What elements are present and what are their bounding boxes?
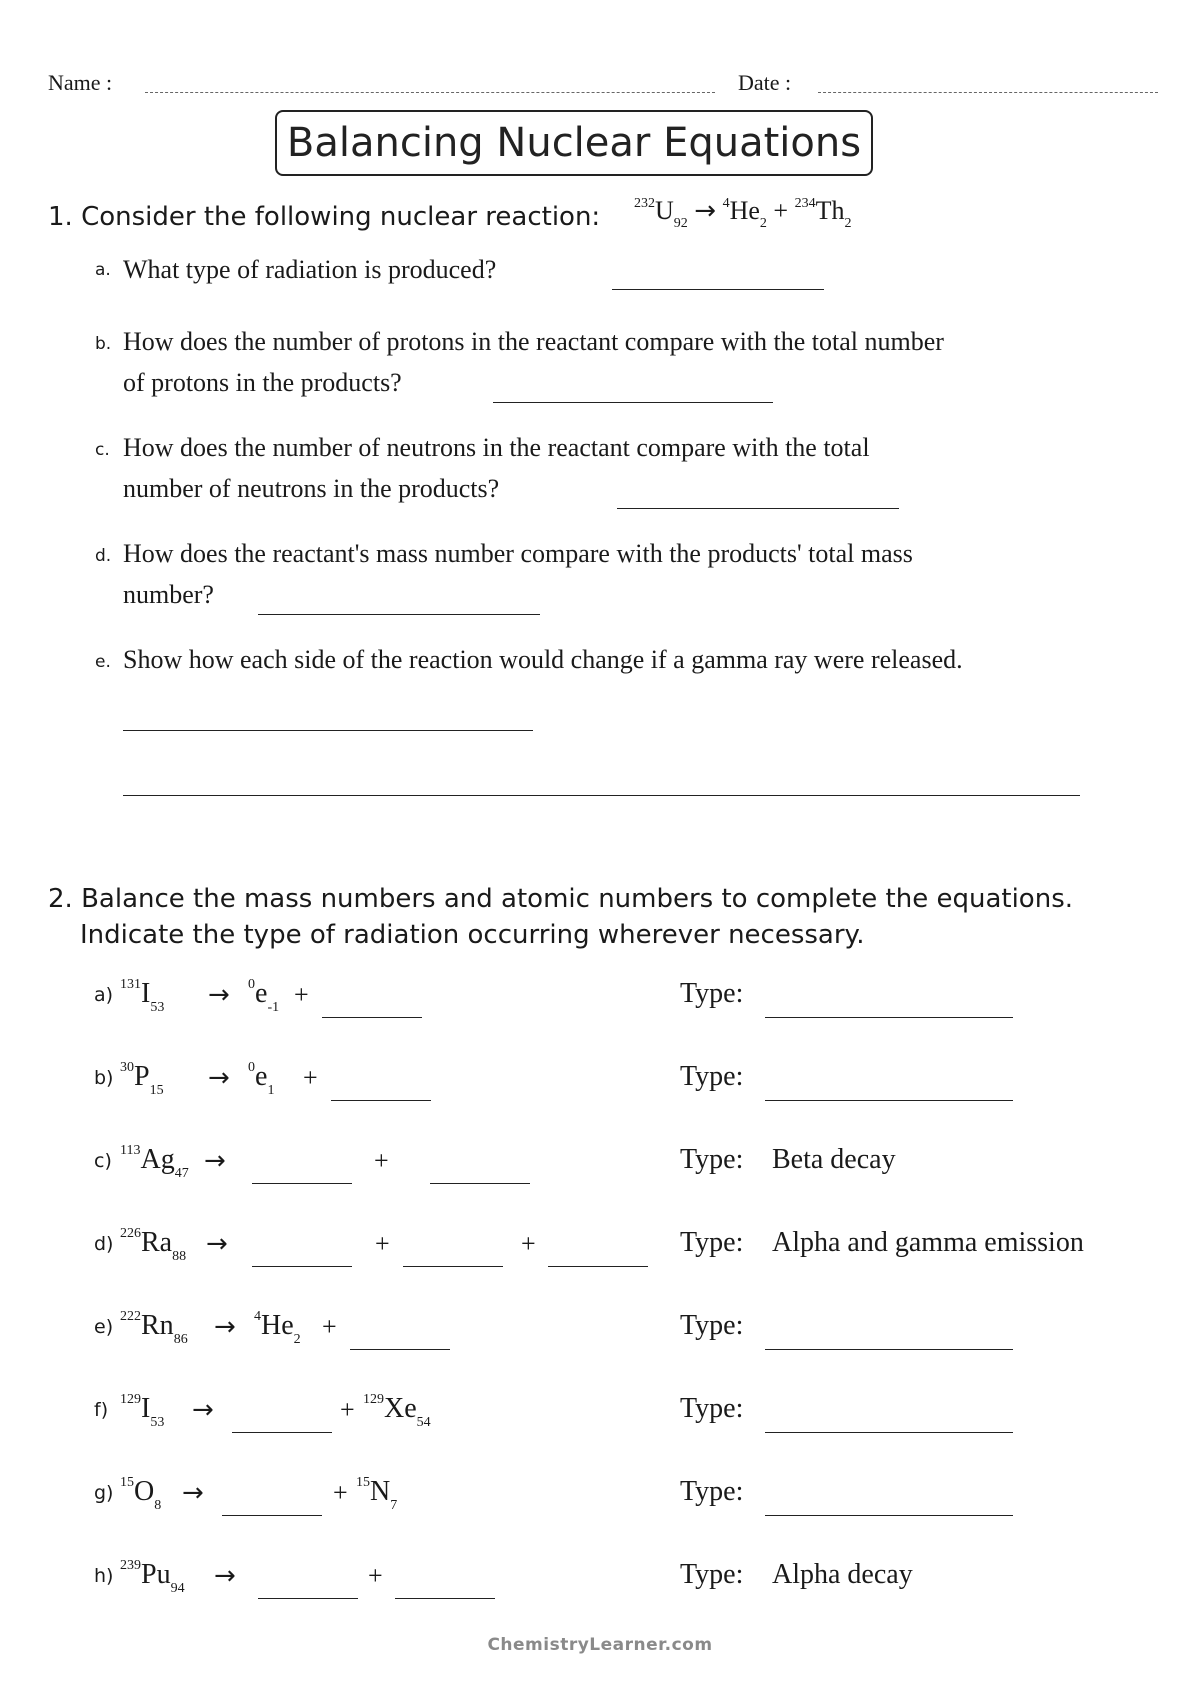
q2h-letter: h) [94,1565,114,1587]
q2e-letter: e) [94,1316,114,1338]
q2d-plus-1: + [375,1229,390,1258]
q1-prompt: 1. Consider the following nuclear reaction: [48,202,601,232]
q1a-text: What type of radiation is produced? [123,255,497,284]
q2d-type-label: Type: [680,1227,744,1258]
q2d-plus-2: + [521,1229,536,1258]
q2g-type-blank[interactable] [765,1515,1013,1516]
q2h-reactant: $^{239}Pu_{94}$ [120,1558,185,1596]
q1-reaction: $^{232}U_{92} \to ^4He_2 + ^{234}Th_2$ [634,196,852,231]
q2h-type-answer: Alpha decay [772,1559,913,1590]
q2g-blank-1[interactable] [222,1515,322,1516]
q1d-letter: d. [95,546,112,566]
q2g-letter: g) [94,1482,114,1504]
q2b-type-blank[interactable] [765,1100,1013,1101]
q1e-answer-blank-1[interactable] [123,730,533,731]
q2d-arrow: → [206,1229,228,1259]
q2f-type-blank[interactable] [765,1432,1013,1433]
q2f-plus: + [340,1395,355,1424]
q2e-type-label: Type: [680,1310,744,1341]
q2d-blank-2[interactable] [403,1266,503,1267]
q2b-plus: + [303,1063,318,1092]
q2c-type-answer: Beta decay [772,1144,896,1175]
q2b-type-label: Type: [680,1061,744,1092]
q2c-blank-2[interactable] [430,1183,530,1184]
q1c-text-2: number of neutrons in the products? [123,474,500,503]
q2e-known-product: $^4He_2$ [254,1309,301,1347]
q2a-reactant: $^{131}I_{53}$ [120,977,165,1015]
q1b-text-2: of protons in the products? [123,368,402,397]
q2a-known-product: $^0e_{-1}$ [248,977,280,1015]
q2g-known-product: $^{15}N_7$ [356,1475,398,1513]
q2e-reactant: $^{222}Rn_{86}$ [120,1309,188,1347]
q2-prompt-line1: 2. Balance the mass numbers and atomic numbers to complete the equations. [48,884,1074,914]
q1e-answer-blank-2[interactable] [123,795,1080,796]
q2h-arrow: → [214,1561,236,1591]
q2c-type-label: Type: [680,1144,744,1175]
q2h-blank-1[interactable] [258,1598,358,1599]
date-label: Date : [738,70,792,95]
q2d-blank-1[interactable] [252,1266,352,1267]
q2a-arrow: → [208,980,230,1010]
q2g-type-label: Type: [680,1476,744,1507]
q2c-arrow: → [204,1146,226,1176]
q1b-text-1: How does the number of protons in the reactant compare with the total number [123,327,944,356]
q2-prompt-line2: Indicate the type of radiation occurring wherever necessary. [80,920,865,950]
q2d-type-answer: Alpha and gamma emission [772,1227,1084,1258]
q2g-reactant: $^{15}O_8$ [120,1475,162,1513]
q2a-blank-1[interactable] [322,1017,422,1018]
q1a-letter: a. [95,260,111,280]
q2b-blank-1[interactable] [331,1100,431,1101]
q2f-letter: f) [94,1399,109,1421]
q1d-answer-blank[interactable] [258,614,540,615]
q2a-type-label: Type: [680,978,744,1009]
date-field[interactable] [818,92,1158,93]
q2f-arrow: → [192,1395,214,1425]
q1b-letter: b. [95,334,112,354]
q2b-reactant: $^{30}P_{15}$ [120,1060,164,1098]
q2c-letter: c) [94,1150,112,1172]
name-label: Name : [48,70,113,95]
q1c-letter: c. [95,440,110,460]
q2h-plus: + [368,1561,383,1590]
q2d-blank-3[interactable] [548,1266,648,1267]
q2b-letter: b) [94,1067,114,1089]
q1c-text-1: How does the number of neutrons in the reactant compare with the total [123,433,870,462]
q2b-arrow: → [208,1063,230,1093]
q2d-letter: d) [94,1233,114,1255]
q2f-reactant: $^{129}I_{53}$ [120,1392,165,1430]
q1e-text: Show how each side of the reaction would change if a gamma ray were released. [123,645,963,674]
q2g-plus: + [333,1478,348,1507]
q1c-answer-blank[interactable] [617,508,899,509]
q2g-arrow: → [182,1478,204,1508]
q1b-answer-blank[interactable] [493,402,773,403]
q2d-reactant: $^{226}Ra_{88}$ [120,1226,187,1264]
q1d-text-1: How does the reactant's mass number compare with the products' total mass [123,539,913,568]
name-field[interactable] [145,92,715,93]
worksheet-title: Balancing Nuclear Equations [275,110,873,176]
q2c-reactant: $^{113}Ag_{47}$ [120,1143,189,1181]
footer-watermark: ChemistryLearner.com [487,1635,713,1655]
q2a-type-blank[interactable] [765,1017,1013,1018]
q2b-known-product: $^0e_1$ [248,1060,275,1098]
q2e-plus: + [322,1312,337,1341]
q2h-type-label: Type: [680,1559,744,1590]
q2a-letter: a) [94,984,114,1006]
q2f-type-label: Type: [680,1393,744,1424]
q2e-type-blank[interactable] [765,1349,1013,1350]
q2a-plus: + [294,980,309,1009]
q2e-blank-1[interactable] [350,1349,450,1350]
q2e-arrow: → [214,1312,236,1342]
q1d-text-2: number? [123,580,214,609]
q2c-blank-1[interactable] [252,1183,352,1184]
q2f-blank-1[interactable] [232,1432,332,1433]
q2f-known-product: $^{129}Xe_{54}$ [363,1392,431,1430]
q1a-answer-blank[interactable] [612,289,824,290]
q1e-letter: e. [95,652,111,672]
q2h-blank-2[interactable] [395,1598,495,1599]
q2c-plus: + [374,1146,389,1175]
